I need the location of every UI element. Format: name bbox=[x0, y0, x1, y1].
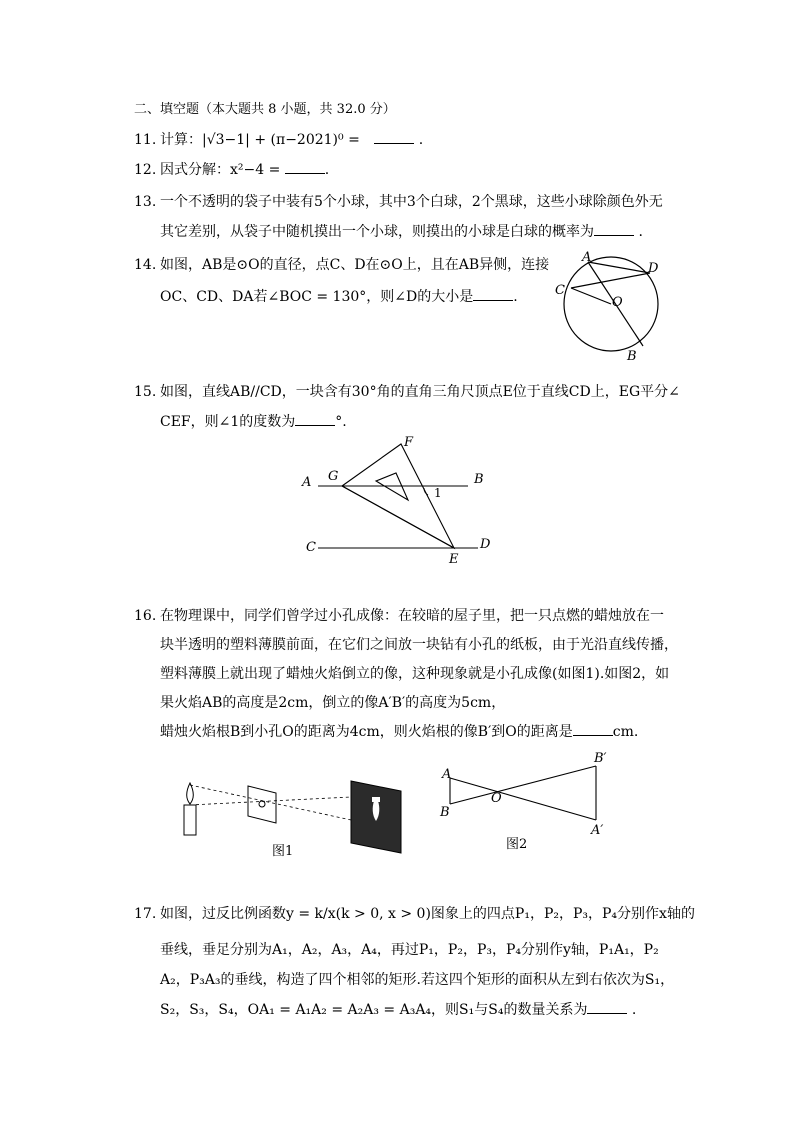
question-text-line2: CEF，则∠1的度数为 °. bbox=[160, 407, 347, 437]
answer-blank[interactable] bbox=[285, 159, 325, 174]
question-text-line2: 其它差别，从袋子中随机摸出一个小球，则摸出的小球是白球的概率为 . bbox=[160, 217, 643, 247]
question-text-line1: 一个不透明的袋子中装有5个小球，其中3个白球，2个黑球，这些小球除颜色外无 bbox=[160, 194, 663, 210]
figure-2-similar-triangles bbox=[438, 748, 618, 856]
question-text: 因式分解：x²−4 = . bbox=[160, 155, 329, 185]
answer-blank[interactable] bbox=[374, 129, 414, 144]
question-text-line3: A₂，P₃A₃的垂线，构造了四个相邻的矩形.若这四个矩形的面积从左到右依次为S₁， bbox=[160, 972, 675, 988]
label-g: G bbox=[328, 469, 339, 484]
candle-body bbox=[184, 805, 196, 835]
answer-blank[interactable] bbox=[594, 221, 634, 236]
answer-blank[interactable] bbox=[573, 721, 613, 736]
label-b: B bbox=[440, 805, 450, 820]
question-text-line2: OC、CD、DA若∠BOC = 130°，则∠D的大小是 . bbox=[160, 282, 518, 312]
question-number: 11. bbox=[134, 132, 157, 148]
label-c: C bbox=[555, 283, 565, 298]
parallel-lines-diagram bbox=[296, 433, 496, 568]
label-c: C bbox=[306, 540, 316, 555]
answer-blank[interactable] bbox=[587, 999, 627, 1014]
candle-flame bbox=[187, 783, 194, 804]
label-angle-1: 1 bbox=[434, 486, 442, 500]
question-number: 14. bbox=[134, 257, 157, 273]
label-a: A bbox=[442, 767, 452, 782]
question-number: 17. bbox=[134, 906, 157, 922]
section-title: 二、填空题（本大题共 8 小题，共 32.0 分） bbox=[134, 102, 396, 117]
question-number: 12. bbox=[134, 162, 157, 178]
label-b-prime: B′ bbox=[594, 751, 607, 766]
segment-cd bbox=[571, 273, 650, 288]
label-b: B bbox=[474, 472, 484, 487]
question-text: 计算：|√3−1| + (π−2021)⁰ = . bbox=[160, 125, 423, 155]
label-a: A bbox=[582, 250, 592, 265]
question-text-line3: 塑料薄膜上就出现了蜡烛火焰倒立的像，这种现象就是小孔成像(如图1).如图2，如 bbox=[160, 666, 670, 682]
label-f: F bbox=[404, 435, 414, 450]
question-number: 13. bbox=[134, 194, 157, 210]
label-d: D bbox=[480, 537, 491, 552]
segment-oc bbox=[571, 288, 611, 304]
figure-2-caption: 图2 bbox=[506, 837, 528, 852]
pinhole bbox=[259, 801, 265, 807]
question-text-line5: 蜡烛火焰根B到小孔O的距离为4cm，则火焰根的像B′到O的距离是 cm. bbox=[160, 717, 638, 747]
question-text-line4: S₂，S₃，S₄，OA₁ = A₁A₂ = A₂A₃ = A₃A₄，则S₁与S₄的数量关系为 . bbox=[160, 995, 636, 1025]
answer-blank[interactable] bbox=[473, 286, 513, 301]
question-text-line1: 如图，过反比例函数y = k/x(k > 0, x > 0)图象上的四点P₁，P₂，P₃，P₄分别作x轴的 bbox=[160, 906, 695, 922]
label-e: E bbox=[449, 552, 459, 567]
label-a-prime: A′ bbox=[591, 823, 604, 838]
question-number: 15. bbox=[134, 384, 157, 400]
figure-1-caption: 图1 bbox=[272, 844, 294, 859]
label-o: O bbox=[612, 295, 623, 310]
question-text-line1: 如图，AB是⊙O的直径，点C、D在⊙O上，且在AB异侧，连接 bbox=[160, 257, 550, 273]
question-text-line2: 垂线，垂足分别为A₁，A₂，A₃，A₄，再过P₁，P₂，P₃，P₄分别作y轴，P₁A₁，P₂ bbox=[160, 942, 659, 958]
label-a: A bbox=[302, 475, 312, 490]
angle-1-arc bbox=[424, 488, 428, 495]
question-text-line1: 如图，直线AB//CD，一块含有30°角的直角三角尺顶点E位于直线CD上，EG平分∠ bbox=[160, 384, 680, 400]
question-text-line2: 块半透明的塑料薄膜前面，在它们之间放一块钻有小孔的纸板，由于光沿直线传播， bbox=[160, 637, 678, 653]
label-b: B bbox=[627, 349, 637, 364]
label-d: D bbox=[648, 261, 659, 276]
question-text-line1: 在物理课中，同学们曾学过小孔成像：在较暗的屋子里，把一只点燃的蜡烛放在一 bbox=[160, 608, 664, 624]
question-number: 16. bbox=[134, 608, 157, 624]
circle-diagram bbox=[545, 248, 675, 368]
figure-1-pinhole bbox=[176, 775, 406, 865]
label-o: O bbox=[491, 791, 502, 806]
answer-blank[interactable] bbox=[295, 411, 335, 426]
pinhole-board bbox=[248, 786, 276, 823]
question-text-line4: 果火焰AB的高度是2cm，倒立的像A′B′的高度为5cm， bbox=[160, 695, 506, 711]
